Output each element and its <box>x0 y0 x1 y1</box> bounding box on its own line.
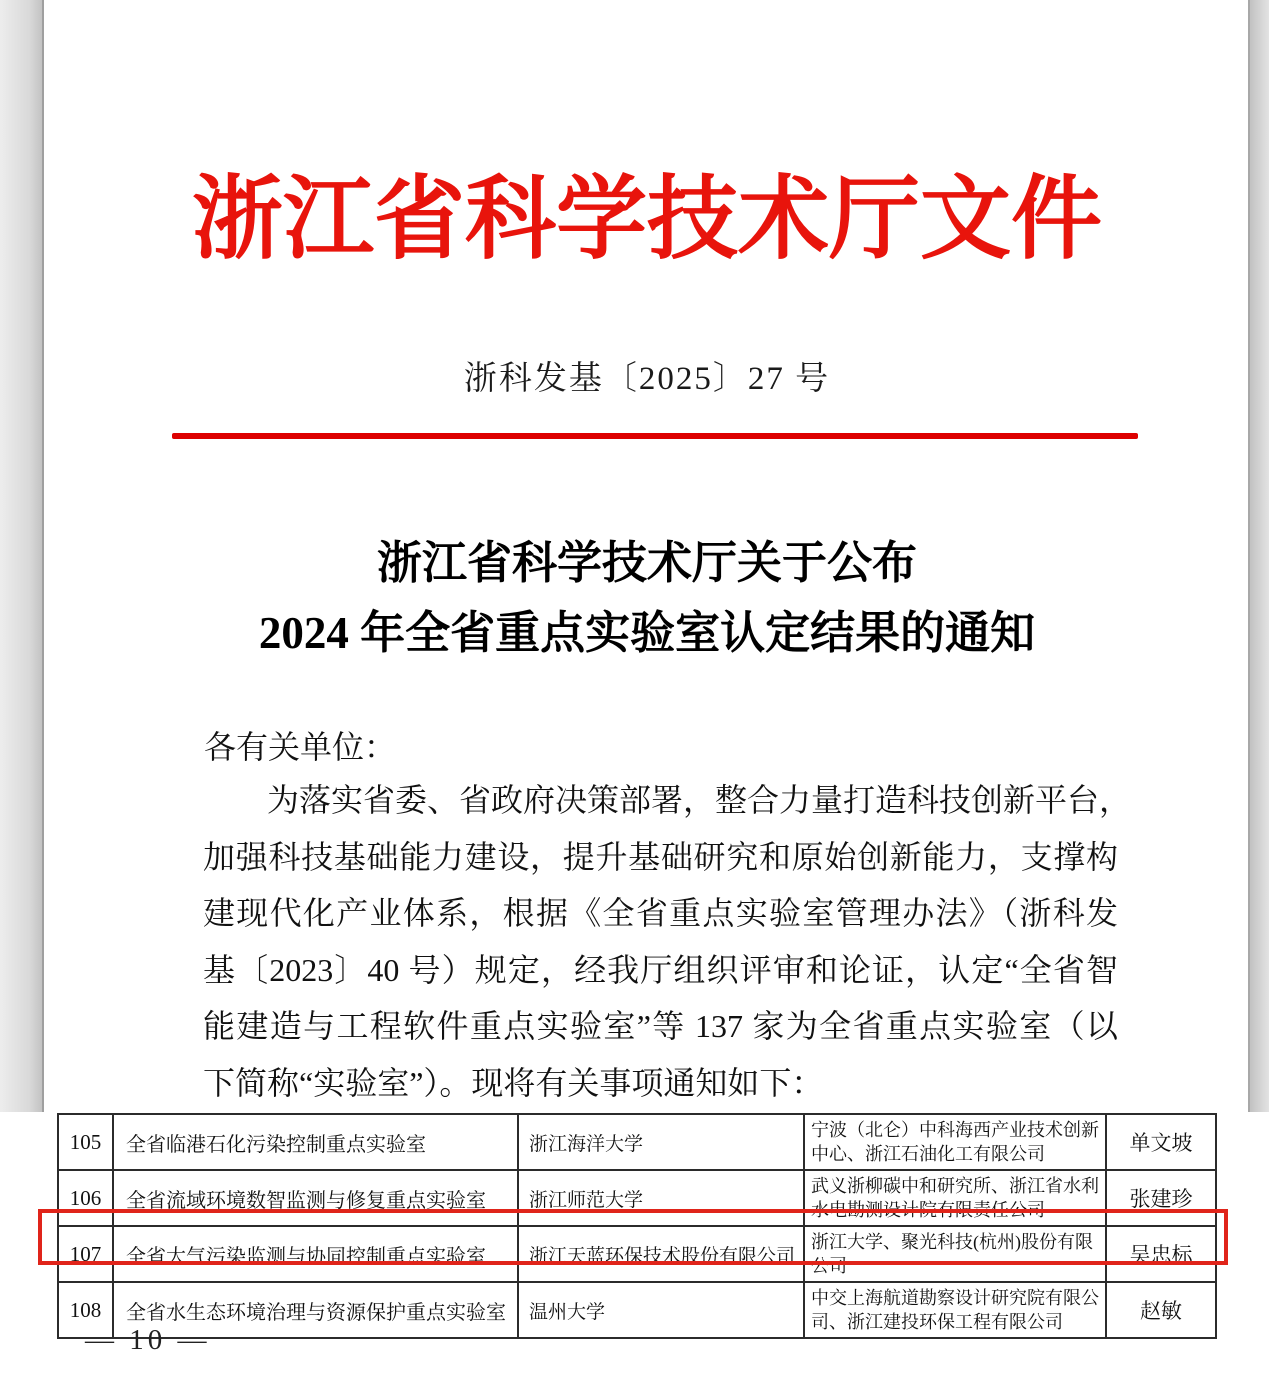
agency-header-title: 浙江省科学技术厅文件 <box>191 169 1102 270</box>
partners-cell: 中交上海航道勘察设计研究院有限公司、浙江建投环保工程有限公司 <box>804 1282 1106 1338</box>
notice-title-line2: 2024 年全省重点实验室认定结果的通知 <box>258 608 1036 658</box>
lab-name-cell: 全省大气污染监测与协同控制重点实验室 <box>113 1226 518 1282</box>
lab-name-cell: 全省流域环境数智监测与修复重点实验室 <box>113 1170 518 1226</box>
page-number: — 10 — <box>85 1324 211 1356</box>
institution-cell: 浙江师范大学 <box>518 1170 804 1226</box>
table-row-highlighted <box>58 1226 1216 1282</box>
body-line: 基〔2023〕40 号）规定，经我厅组织评审和论证，认定“全省智 <box>203 951 1118 988</box>
body-paragraph <box>203 772 1132 1111</box>
director-cell: 吴忠标 <box>1106 1226 1216 1282</box>
row-number-cell: 107 <box>58 1226 113 1282</box>
page-right-margin-shadow <box>1248 0 1269 1112</box>
lab-name-cell: 全省临港石化污染控制重点实验室 <box>113 1114 518 1170</box>
institution-cell: 温州大学 <box>518 1282 804 1338</box>
director-cell: 单文坡 <box>1106 1114 1216 1170</box>
row-number-cell: 106 <box>58 1170 113 1226</box>
page-left-margin-shadow <box>0 0 44 1112</box>
partners-cell: 浙江大学、聚光科技(杭州)股份有限公司 <box>804 1226 1106 1282</box>
body-line: 能建造与工程软件重点实验室”等 137 家为全省重点实验室（以 <box>203 1008 1118 1044</box>
body-line: 建现代化产业体系，根据《全省重点实验室管理办法》（浙科发 <box>203 895 1118 931</box>
body-line: 为落实省委、省政府决策部署，整合力量打造科技创新平台， <box>267 782 1132 818</box>
partners-cell: 宁波（北仑）中科海西产业技术创新中心、浙江石油化工有限公司 <box>804 1114 1106 1170</box>
salutation: 各有关单位： <box>204 729 397 765</box>
table-row <box>58 1170 1216 1226</box>
director-cell: 赵敏 <box>1106 1282 1216 1338</box>
body-line: 下简称“实验室”）。现将有关事项通知如下： <box>203 1064 824 1101</box>
document-number: 浙科发基〔2025〕27 号 <box>463 361 831 397</box>
table-row <box>58 1282 1216 1338</box>
director-cell: 张建珍 <box>1106 1170 1216 1226</box>
partners-cell: 武义浙柳碳中和研究所、浙江省水利水电勘测设计院有限责任公司 <box>804 1170 1106 1226</box>
notice-title-line1: 浙江省科学技术厅关于公布 <box>376 538 917 588</box>
lab-name-cell: 全省水生态环境治理与资源保护重点实验室 <box>113 1282 518 1338</box>
body-line: 加强科技基础能力建设，提升基础研究和原始创新能力，支撑构 <box>203 838 1118 875</box>
institution-cell: 浙江海洋大学 <box>518 1114 804 1170</box>
row-number-cell: 105 <box>58 1114 113 1170</box>
institution-cell: 浙江天蓝环保技术股份有限公司 <box>518 1226 804 1282</box>
table-row <box>58 1114 1216 1170</box>
row-number-cell: 108 <box>58 1282 113 1338</box>
lab-result-table <box>57 1113 1217 1339</box>
red-divider-rule <box>172 433 1138 439</box>
